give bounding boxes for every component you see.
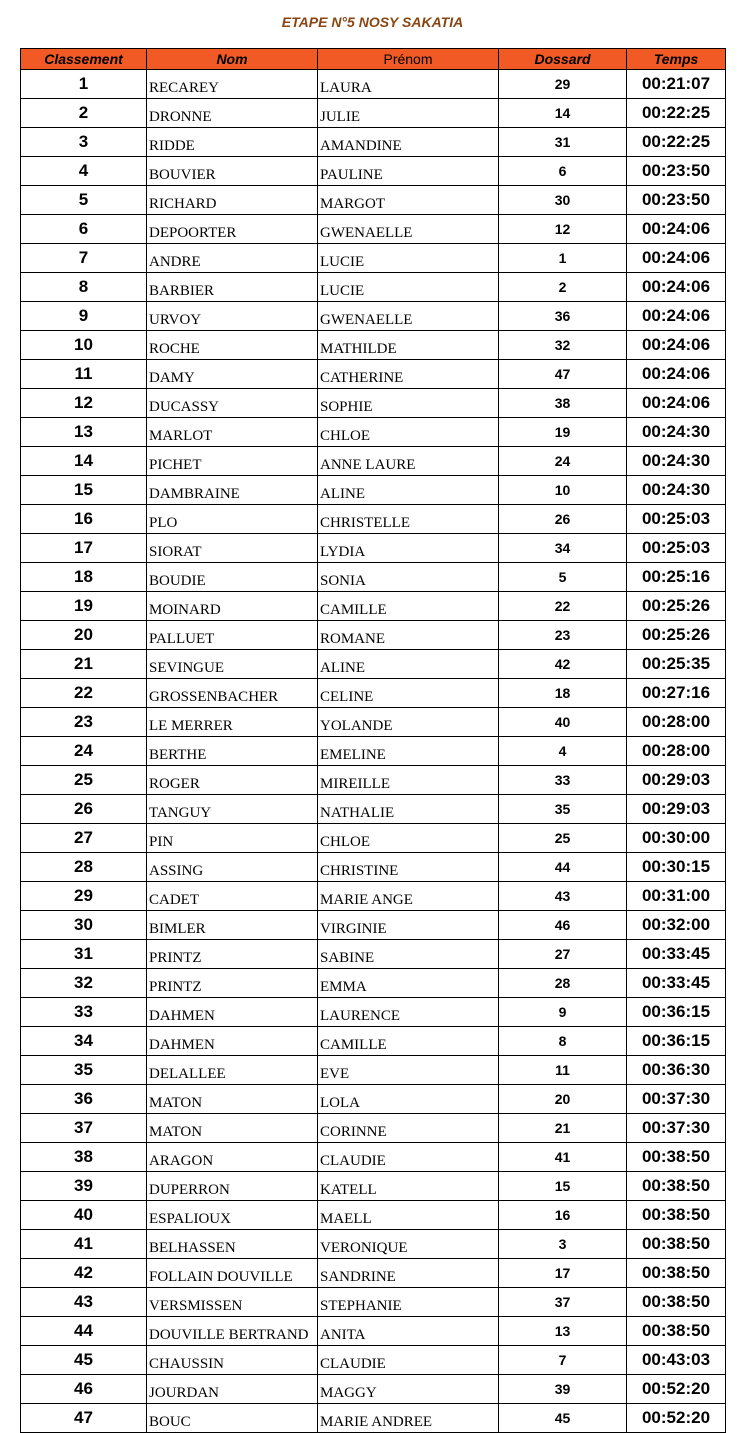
- prenom-cell: EMELINE: [318, 737, 499, 766]
- dossard-cell: 26: [499, 505, 627, 534]
- table-row: [21, 157, 726, 186]
- rank-cell: 28: [21, 853, 147, 882]
- rank-cell: 31: [21, 940, 147, 969]
- prenom-cell: MAGGY: [318, 1375, 499, 1404]
- table-row: [21, 505, 726, 534]
- dossard-cell: 2: [499, 273, 627, 302]
- prenom-cell: EMMA: [318, 969, 499, 998]
- temps-cell: 00:28:00: [627, 708, 726, 737]
- table-row: [21, 99, 726, 128]
- temps-cell: 00:36:30: [627, 1056, 726, 1085]
- nom-cell: ESPALIOUX: [147, 1201, 318, 1230]
- dossard-cell: 23: [499, 621, 627, 650]
- prenom-cell: MARIE ANDREE: [318, 1404, 499, 1433]
- temps-cell: 00:28:00: [627, 737, 726, 766]
- table-row: [21, 1172, 726, 1201]
- dossard-cell: 28: [499, 969, 627, 998]
- prenom-cell: CHRISTINE: [318, 853, 499, 882]
- table-row: [21, 621, 726, 650]
- dossard-cell: 11: [499, 1056, 627, 1085]
- prenom-cell: CATHERINE: [318, 360, 499, 389]
- dossard-cell: 30: [499, 186, 627, 215]
- dossard-cell: 46: [499, 911, 627, 940]
- rank-cell: 13: [21, 418, 147, 447]
- rank-cell: 10: [21, 331, 147, 360]
- rank-cell: 32: [21, 969, 147, 998]
- temps-cell: 00:23:50: [627, 186, 726, 215]
- rank-cell: 47: [21, 1404, 147, 1433]
- header-dossard: Dossard: [499, 49, 627, 70]
- temps-cell: 00:37:30: [627, 1114, 726, 1143]
- rank-cell: 2: [21, 99, 147, 128]
- temps-cell: 00:25:26: [627, 592, 726, 621]
- rank-cell: 44: [21, 1317, 147, 1346]
- prenom-cell: CAMILLE: [318, 1027, 499, 1056]
- dossard-cell: 20: [499, 1085, 627, 1114]
- dossard-cell: 39: [499, 1375, 627, 1404]
- nom-cell: ROGER: [147, 766, 318, 795]
- dossard-cell: 29: [499, 70, 627, 99]
- temps-cell: 00:30:00: [627, 824, 726, 853]
- nom-cell: RECAREY: [147, 70, 318, 99]
- rank-cell: 40: [21, 1201, 147, 1230]
- rank-cell: 17: [21, 534, 147, 563]
- prenom-cell: YOLANDE: [318, 708, 499, 737]
- table-row: [21, 1085, 726, 1114]
- table-row: [21, 1201, 726, 1230]
- table-row: [21, 679, 726, 708]
- dossard-cell: 21: [499, 1114, 627, 1143]
- dossard-cell: 38: [499, 389, 627, 418]
- table-row: [21, 1230, 726, 1259]
- temps-cell: 00:24:06: [627, 215, 726, 244]
- rank-cell: 18: [21, 563, 147, 592]
- nom-cell: CADET: [147, 882, 318, 911]
- nom-cell: SEVINGUE: [147, 650, 318, 679]
- rank-cell: 20: [21, 621, 147, 650]
- table-row: [21, 447, 726, 476]
- prenom-cell: SONIA: [318, 563, 499, 592]
- table-row: [21, 244, 726, 273]
- table-row: [21, 1259, 726, 1288]
- table-row: [21, 853, 726, 882]
- dossard-cell: 12: [499, 215, 627, 244]
- prenom-cell: KATELL: [318, 1172, 499, 1201]
- temps-cell: 00:52:20: [627, 1404, 726, 1433]
- prenom-cell: SANDRINE: [318, 1259, 499, 1288]
- prenom-cell: SOPHIE: [318, 389, 499, 418]
- results-body: [21, 70, 726, 1433]
- temps-cell: 00:38:50: [627, 1201, 726, 1230]
- table-row: [21, 940, 726, 969]
- rank-cell: 19: [21, 592, 147, 621]
- prenom-cell: NATHALIE: [318, 795, 499, 824]
- prenom-cell: LUCIE: [318, 273, 499, 302]
- temps-cell: 00:24:30: [627, 418, 726, 447]
- dossard-cell: 35: [499, 795, 627, 824]
- dossard-cell: 5: [499, 563, 627, 592]
- rank-cell: 33: [21, 998, 147, 1027]
- nom-cell: DAHMEN: [147, 998, 318, 1027]
- table-row: [21, 215, 726, 244]
- dossard-cell: 13: [499, 1317, 627, 1346]
- nom-cell: CHAUSSIN: [147, 1346, 318, 1375]
- prenom-cell: STEPHANIE: [318, 1288, 499, 1317]
- temps-cell: 00:24:06: [627, 302, 726, 331]
- dossard-cell: 42: [499, 650, 627, 679]
- table-row: [21, 186, 726, 215]
- dossard-cell: 18: [499, 679, 627, 708]
- temps-cell: 00:52:20: [627, 1375, 726, 1404]
- rank-cell: 29: [21, 882, 147, 911]
- prenom-cell: ANNE LAURE: [318, 447, 499, 476]
- nom-cell: JOURDAN: [147, 1375, 318, 1404]
- temps-cell: 00:25:16: [627, 563, 726, 592]
- temps-cell: 00:23:50: [627, 157, 726, 186]
- prenom-cell: CORINNE: [318, 1114, 499, 1143]
- dossard-cell: 41: [499, 1143, 627, 1172]
- rank-cell: 12: [21, 389, 147, 418]
- table-row: [21, 476, 726, 505]
- prenom-cell: LAURENCE: [318, 998, 499, 1027]
- table-row: [21, 1027, 726, 1056]
- nom-cell: URVOY: [147, 302, 318, 331]
- rank-cell: 35: [21, 1056, 147, 1085]
- rank-cell: 14: [21, 447, 147, 476]
- rank-cell: 42: [21, 1259, 147, 1288]
- nom-cell: DUCASSY: [147, 389, 318, 418]
- nom-cell: RICHARD: [147, 186, 318, 215]
- nom-cell: SIORAT: [147, 534, 318, 563]
- prenom-cell: LYDIA: [318, 534, 499, 563]
- temps-cell: 00:24:06: [627, 244, 726, 273]
- table-row: [21, 1114, 726, 1143]
- prenom-cell: GWENAELLE: [318, 302, 499, 331]
- prenom-cell: CLAUDIE: [318, 1346, 499, 1375]
- rank-cell: 39: [21, 1172, 147, 1201]
- temps-cell: 00:38:50: [627, 1172, 726, 1201]
- prenom-cell: CELINE: [318, 679, 499, 708]
- table-row: [21, 1143, 726, 1172]
- nom-cell: LE MERRER: [147, 708, 318, 737]
- temps-cell: 00:33:45: [627, 969, 726, 998]
- table-row: [21, 650, 726, 679]
- dossard-cell: 44: [499, 853, 627, 882]
- header-row: [21, 49, 726, 70]
- rank-cell: 30: [21, 911, 147, 940]
- table-row: [21, 824, 726, 853]
- nom-cell: BOUDIE: [147, 563, 318, 592]
- temps-cell: 00:43:03: [627, 1346, 726, 1375]
- temps-cell: 00:25:35: [627, 650, 726, 679]
- prenom-cell: CHLOE: [318, 418, 499, 447]
- dossard-cell: 4: [499, 737, 627, 766]
- temps-cell: 00:38:50: [627, 1143, 726, 1172]
- nom-cell: ANDRE: [147, 244, 318, 273]
- table-row: [21, 592, 726, 621]
- nom-cell: BOUVIER: [147, 157, 318, 186]
- nom-cell: ASSING: [147, 853, 318, 882]
- dossard-cell: 33: [499, 766, 627, 795]
- nom-cell: DEPOORTER: [147, 215, 318, 244]
- table-row: [21, 969, 726, 998]
- table-row: [21, 389, 726, 418]
- nom-cell: PIN: [147, 824, 318, 853]
- temps-cell: 00:31:00: [627, 882, 726, 911]
- prenom-cell: CHRISTELLE: [318, 505, 499, 534]
- temps-cell: 00:21:07: [627, 70, 726, 99]
- nom-cell: DRONNE: [147, 99, 318, 128]
- prenom-cell: CHLOE: [318, 824, 499, 853]
- rank-cell: 36: [21, 1085, 147, 1114]
- prenom-cell: LUCIE: [318, 244, 499, 273]
- nom-cell: PLO: [147, 505, 318, 534]
- dossard-cell: 1: [499, 244, 627, 273]
- prenom-cell: LOLA: [318, 1085, 499, 1114]
- table-row: [21, 302, 726, 331]
- rank-cell: 11: [21, 360, 147, 389]
- nom-cell: DOUVILLE BERTRAND: [147, 1317, 318, 1346]
- nom-cell: FOLLAIN DOUVILLE: [147, 1259, 318, 1288]
- nom-cell: PRINTZ: [147, 969, 318, 998]
- dossard-cell: 27: [499, 940, 627, 969]
- temps-cell: 00:38:50: [627, 1259, 726, 1288]
- prenom-cell: GWENAELLE: [318, 215, 499, 244]
- dossard-cell: 19: [499, 418, 627, 447]
- temps-cell: 00:38:50: [627, 1288, 726, 1317]
- dossard-cell: 6: [499, 157, 627, 186]
- temps-cell: 00:24:30: [627, 476, 726, 505]
- prenom-cell: MIREILLE: [318, 766, 499, 795]
- prenom-cell: EVE: [318, 1056, 499, 1085]
- temps-cell: 00:24:06: [627, 331, 726, 360]
- dossard-cell: 22: [499, 592, 627, 621]
- temps-cell: 00:24:06: [627, 273, 726, 302]
- rank-cell: 26: [21, 795, 147, 824]
- rank-cell: 43: [21, 1288, 147, 1317]
- table-row: [21, 795, 726, 824]
- dossard-cell: 14: [499, 99, 627, 128]
- rank-cell: 5: [21, 186, 147, 215]
- prenom-cell: PAULINE: [318, 157, 499, 186]
- nom-cell: RIDDE: [147, 128, 318, 157]
- temps-cell: 00:25:03: [627, 534, 726, 563]
- results-table: [20, 48, 726, 1433]
- table-row: [21, 1317, 726, 1346]
- dossard-cell: 25: [499, 824, 627, 853]
- dossard-cell: 9: [499, 998, 627, 1027]
- table-row: [21, 331, 726, 360]
- table-row: [21, 534, 726, 563]
- table-row: [21, 1346, 726, 1375]
- dossard-cell: 37: [499, 1288, 627, 1317]
- table-row: [21, 70, 726, 99]
- table-row: [21, 1375, 726, 1404]
- nom-cell: MATON: [147, 1114, 318, 1143]
- temps-cell: 00:29:03: [627, 766, 726, 795]
- dossard-cell: 47: [499, 360, 627, 389]
- prenom-cell: MATHILDE: [318, 331, 499, 360]
- nom-cell: ARAGON: [147, 1143, 318, 1172]
- temps-cell: 00:29:03: [627, 795, 726, 824]
- rank-cell: 1: [21, 70, 147, 99]
- prenom-cell: SABINE: [318, 940, 499, 969]
- rank-cell: 27: [21, 824, 147, 853]
- prenom-cell: VERONIQUE: [318, 1230, 499, 1259]
- table-row: [21, 418, 726, 447]
- rank-cell: 8: [21, 273, 147, 302]
- nom-cell: BELHASSEN: [147, 1230, 318, 1259]
- nom-cell: DUPERRON: [147, 1172, 318, 1201]
- prenom-cell: MARIE ANGE: [318, 882, 499, 911]
- nom-cell: ROCHE: [147, 331, 318, 360]
- table-row: [21, 563, 726, 592]
- temps-cell: 00:36:15: [627, 1027, 726, 1056]
- header-prenom: Prénom: [318, 49, 499, 70]
- rank-cell: 37: [21, 1114, 147, 1143]
- header-temps: Temps: [627, 49, 726, 70]
- rank-cell: 15: [21, 476, 147, 505]
- dossard-cell: 31: [499, 128, 627, 157]
- nom-cell: BIMLER: [147, 911, 318, 940]
- nom-cell: DAHMEN: [147, 1027, 318, 1056]
- temps-cell: 00:24:06: [627, 389, 726, 418]
- header-nom: Nom: [147, 49, 318, 70]
- nom-cell: PICHET: [147, 447, 318, 476]
- temps-cell: 00:30:15: [627, 853, 726, 882]
- rank-cell: 6: [21, 215, 147, 244]
- dossard-cell: 45: [499, 1404, 627, 1433]
- prenom-cell: VIRGINIE: [318, 911, 499, 940]
- nom-cell: PRINTZ: [147, 940, 318, 969]
- table-row: [21, 128, 726, 157]
- dossard-cell: 16: [499, 1201, 627, 1230]
- header-classement: Classement: [21, 49, 147, 70]
- table-row: [21, 1056, 726, 1085]
- prenom-cell: LAURA: [318, 70, 499, 99]
- nom-cell: PALLUET: [147, 621, 318, 650]
- prenom-cell: CLAUDIE: [318, 1143, 499, 1172]
- dossard-cell: 10: [499, 476, 627, 505]
- nom-cell: MARLOT: [147, 418, 318, 447]
- dossard-cell: 34: [499, 534, 627, 563]
- table-row: [21, 998, 726, 1027]
- temps-cell: 00:22:25: [627, 128, 726, 157]
- table-row: [21, 1404, 726, 1433]
- rank-cell: 34: [21, 1027, 147, 1056]
- dossard-cell: 32: [499, 331, 627, 360]
- temps-cell: 00:36:15: [627, 998, 726, 1027]
- dossard-cell: 24: [499, 447, 627, 476]
- rank-cell: 24: [21, 737, 147, 766]
- dossard-cell: 8: [499, 1027, 627, 1056]
- page-title: ETAPE N°5 NOSY SAKATIA: [281, 14, 464, 30]
- table-row: [21, 882, 726, 911]
- rank-cell: 3: [21, 128, 147, 157]
- prenom-cell: ROMANE: [318, 621, 499, 650]
- dossard-cell: 15: [499, 1172, 627, 1201]
- table-row: [21, 708, 726, 737]
- prenom-cell: ALINE: [318, 476, 499, 505]
- prenom-cell: JULIE: [318, 99, 499, 128]
- nom-cell: DAMBRAINE: [147, 476, 318, 505]
- dossard-cell: 36: [499, 302, 627, 331]
- nom-cell: BARBIER: [147, 273, 318, 302]
- prenom-cell: ANITA: [318, 1317, 499, 1346]
- rank-cell: 9: [21, 302, 147, 331]
- prenom-cell: AMANDINE: [318, 128, 499, 157]
- temps-cell: 00:32:00: [627, 911, 726, 940]
- temps-cell: 00:24:30: [627, 447, 726, 476]
- rank-cell: 21: [21, 650, 147, 679]
- dossard-cell: 7: [499, 1346, 627, 1375]
- rank-cell: 23: [21, 708, 147, 737]
- dossard-cell: 3: [499, 1230, 627, 1259]
- temps-cell: 00:22:25: [627, 99, 726, 128]
- nom-cell: MOINARD: [147, 592, 318, 621]
- temps-cell: 00:38:50: [627, 1317, 726, 1346]
- rank-cell: 4: [21, 157, 147, 186]
- nom-cell: DELALLEE: [147, 1056, 318, 1085]
- nom-cell: BOUC: [147, 1404, 318, 1433]
- rank-cell: 16: [21, 505, 147, 534]
- nom-cell: DAMY: [147, 360, 318, 389]
- temps-cell: 00:38:50: [627, 1230, 726, 1259]
- table-row: [21, 737, 726, 766]
- table-row: [21, 360, 726, 389]
- rank-cell: 7: [21, 244, 147, 273]
- table-row: [21, 273, 726, 302]
- temps-cell: 00:27:16: [627, 679, 726, 708]
- dossard-cell: 17: [499, 1259, 627, 1288]
- rank-cell: 41: [21, 1230, 147, 1259]
- table-row: [21, 1288, 726, 1317]
- prenom-cell: CAMILLE: [318, 592, 499, 621]
- rank-cell: 38: [21, 1143, 147, 1172]
- temps-cell: 00:25:03: [627, 505, 726, 534]
- temps-cell: 00:25:26: [627, 621, 726, 650]
- temps-cell: 00:33:45: [627, 940, 726, 969]
- dossard-cell: 43: [499, 882, 627, 911]
- nom-cell: MATON: [147, 1085, 318, 1114]
- dossard-cell: 40: [499, 708, 627, 737]
- table-row: [21, 766, 726, 795]
- prenom-cell: ALINE: [318, 650, 499, 679]
- nom-cell: GROSSENBACHER: [147, 679, 318, 708]
- temps-cell: 00:37:30: [627, 1085, 726, 1114]
- rank-cell: 46: [21, 1375, 147, 1404]
- rank-cell: 22: [21, 679, 147, 708]
- rank-cell: 25: [21, 766, 147, 795]
- nom-cell: BERTHE: [147, 737, 318, 766]
- prenom-cell: MARGOT: [318, 186, 499, 215]
- temps-cell: 00:24:06: [627, 360, 726, 389]
- table-row: [21, 911, 726, 940]
- nom-cell: TANGUY: [147, 795, 318, 824]
- prenom-cell: MAELL: [318, 1201, 499, 1230]
- rank-cell: 45: [21, 1346, 147, 1375]
- nom-cell: VERSMISSEN: [147, 1288, 318, 1317]
